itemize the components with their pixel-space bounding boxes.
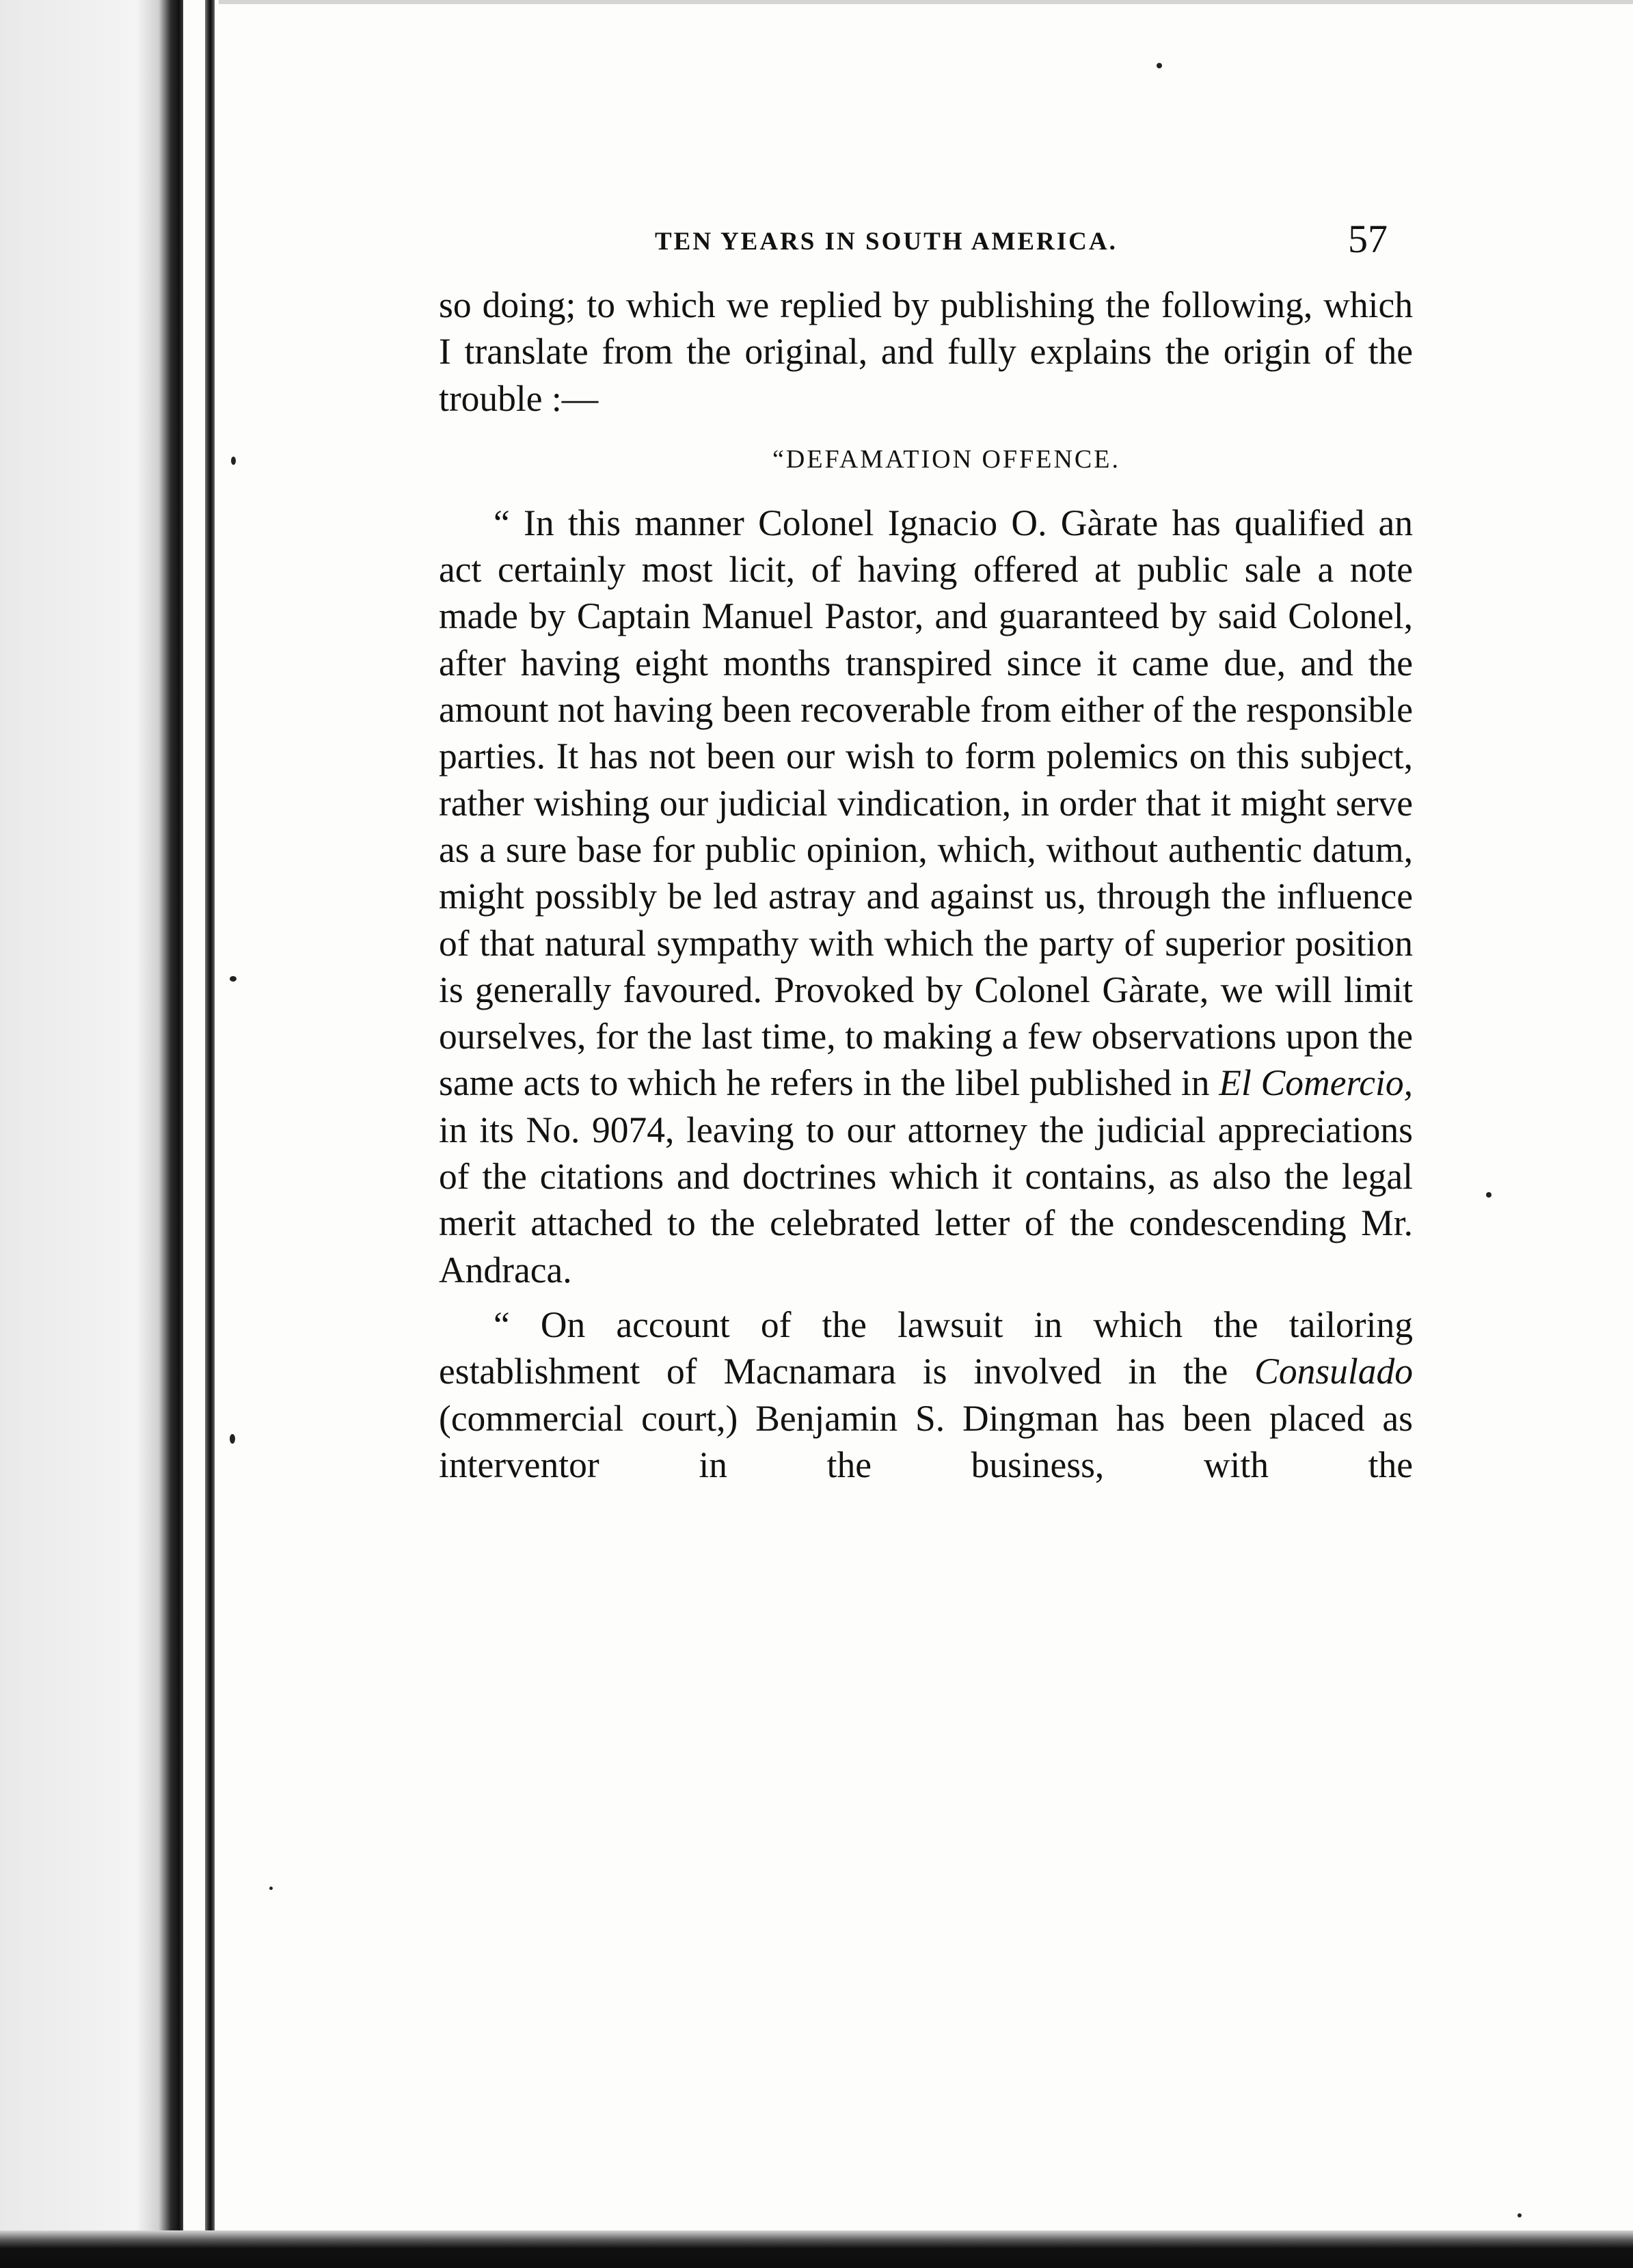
running-head [437,217,1388,261]
scan-speck [1517,2213,1522,2217]
paragraph-gap [439,1293,1413,1301]
newspaper-title: El Comercio, [1219,1062,1414,1104]
paragraph-text: in its No. 9074, leaving to our attorney the judicial appreciations of the citations and doctrines which it contains, as also the legal merit attached to the celebrated letter of the condescending Mr. Andraca. [439,1109,1413,1291]
page-number: 57 [1348,217,1388,261]
scan-speck [231,457,236,465]
page-top-edge [219,0,1633,4]
section-heading: “DEFAMATION OFFENCE. [772,444,1120,474]
book-spine-shadow [0,0,183,2268]
scan-speck [230,976,237,982]
paragraph-text: (commercial court,) Benjamin S. Dingman has been placed as interventor in the business, with the [439,1397,1413,1485]
scan-speck [269,1887,273,1890]
scan-speck [1157,63,1162,68]
running-head-title: TEN YEARS IN SOUTH AMERICA. [655,228,1118,256]
scan-speck [230,1434,235,1444]
scan-speck [1486,1192,1492,1198]
court-name: Consulado [1254,1351,1414,1392]
paragraph-text: “ In this manner Colonel Ignacio O. Gàrate has qualified an act certainly most licit, of having offered at public sale a note made by Captain Manuel Pastor, and guaranteed by said Colonel, after having eight months transpired since it came due, and the amount not having been recoverable from either of the responsible parties. It has not been our wish to form polemics on this subject, rather wishing our judicial vindication, in order that it might serve as a sure base for public opinion, which, without authentic datum, might possibly be led astray and against us, through the influence of that natural sympathy with which the party of superior position is generally favoured. Provoked by Colonel Gàrate, we will limit ourselves, for the last time, to making a few observations upon the same acts to which he refers in the libel published in [439,502,1413,1104]
intro-paragraph: so doing; to which we replied by publishing the following, which I translate from the original, and fully explains the origin of the trouble :— [439,284,1413,419]
quoted-paragraph-1 [439,500,1413,1293]
page-gutter-edge [205,0,215,2256]
paragraph-text: “ On account of the lawsuit in which the tailoring establishment of Macnamara is involved in the [439,1304,1413,1392]
page-bottom-edge [0,2230,1633,2268]
quoted-paragraph-2 [439,1301,1413,1488]
page-body [439,282,1413,1488]
